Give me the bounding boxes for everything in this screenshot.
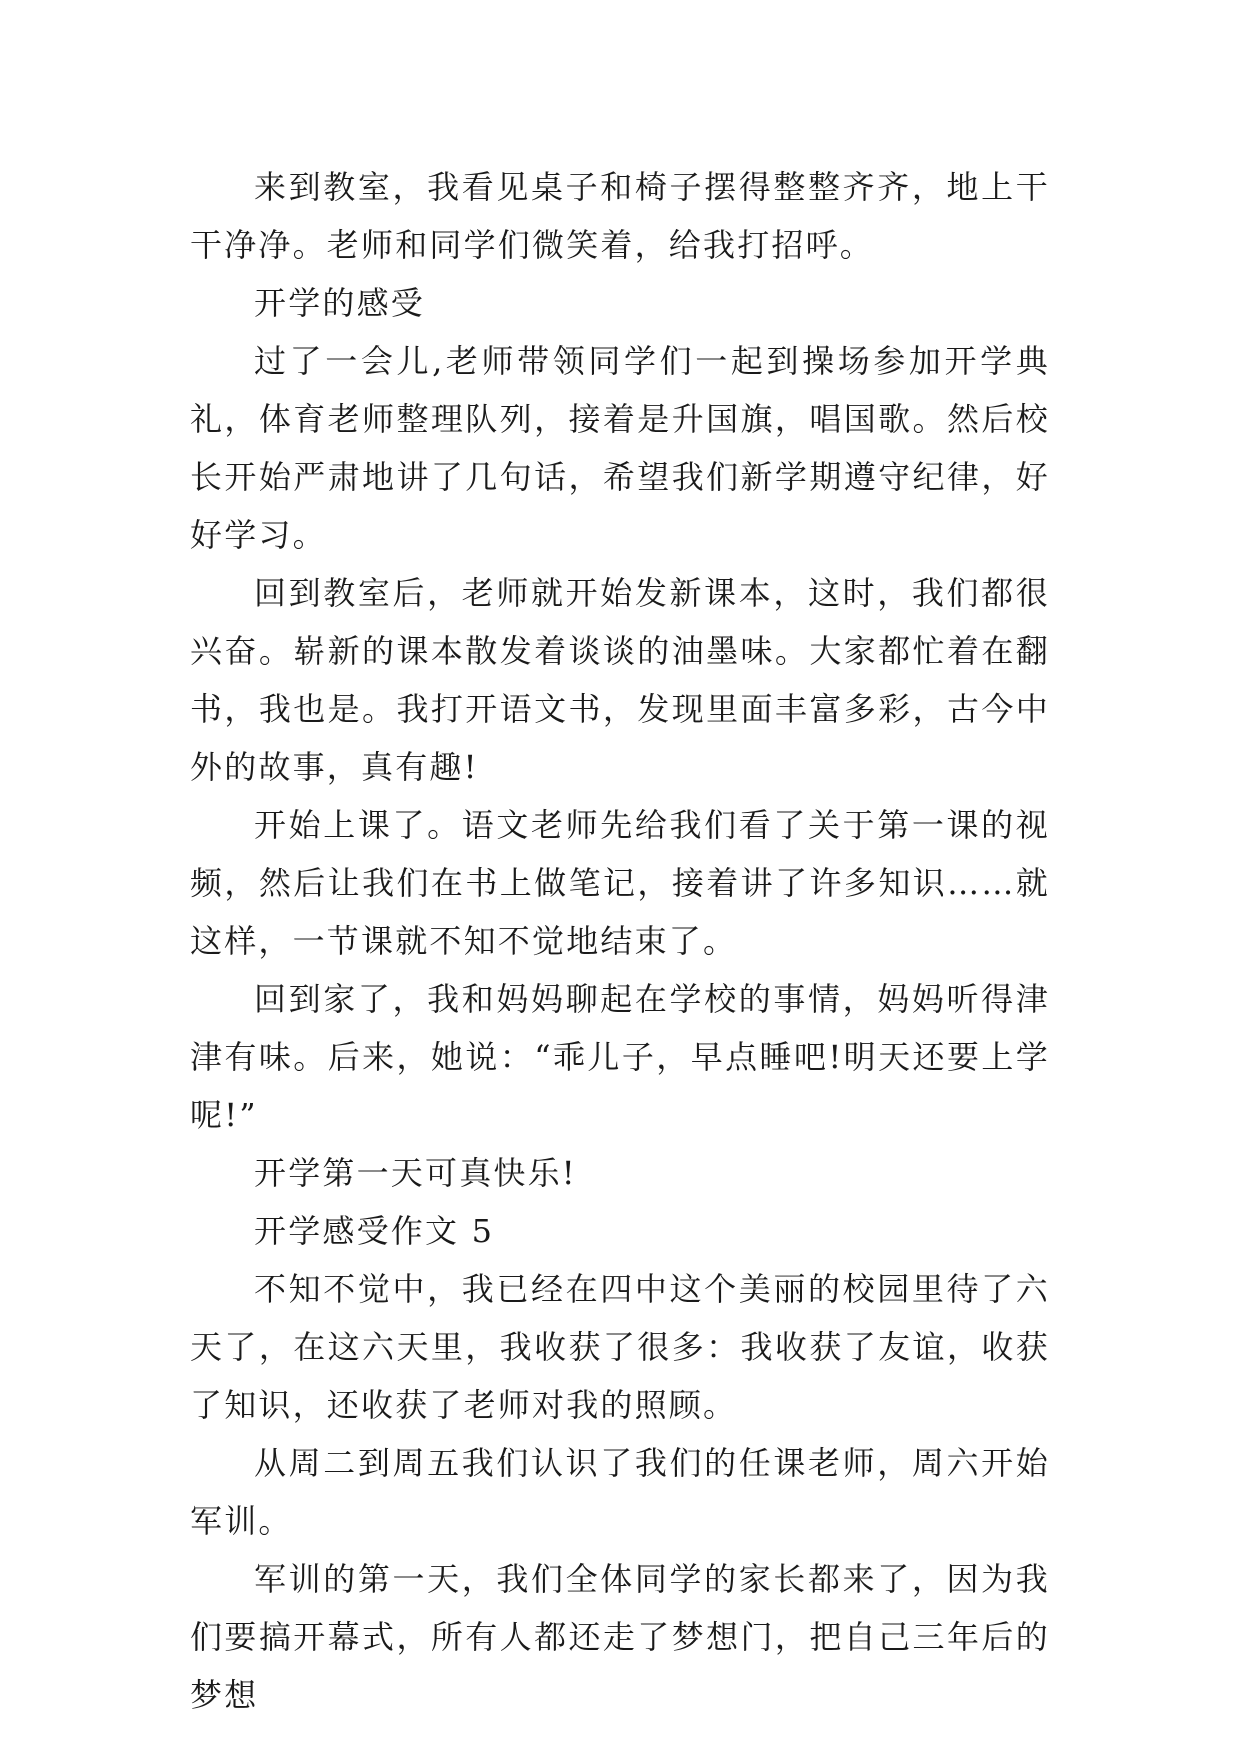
paragraph-opening-ceremony: 过了一会儿,老师带领同学们一起到操场参加开学典礼，体育老师整理队列，接着是升国旗，唱国歌。然后校长开始严肃地讲了几句话，希望我们新学期遵守纪律，好好学习。 bbox=[190, 342, 1050, 554]
paragraph-classroom-arrival: 来到教室，我看见桌子和椅子摆得整整齐齐，地上干干净净。老师和同学们微笑着，给我打招呼。 bbox=[190, 168, 1050, 264]
paragraph-training-day-one: 军训的第一天，我们全体同学的家长都来了，因为我们要搞开幕式，所有人都还走了梦想门，把自己三年后的梦想 bbox=[190, 1560, 1050, 1714]
section-heading-feeling: 开学的感受 bbox=[254, 284, 426, 322]
paragraph-six-days: 不知不觉中，我已经在四中这个美丽的校园里待了六天了，在这六天里，我收获了很多：我收获了友谊，收获了知识，还收获了老师对我的照顾。 bbox=[190, 1270, 1050, 1424]
paragraph-new-textbooks: 回到教室后，老师就开始发新课本，这时，我们都很兴奋。崭新的课本散发着谈谈的油墨味。大家都忙着在翻书，我也是。我打开语文书，发现里面丰富多彩，古今中外的故事，真有趣! bbox=[190, 574, 1050, 786]
essay-title-5: 开学感受作文 5 bbox=[254, 1212, 495, 1250]
paragraph-first-lesson: 开始上课了。语文老师先给我们看了关于第一课的视频，然后让我们在书上做笔记，接着讲了许多知识……就这样，一节课就不知不觉地结束了。 bbox=[190, 806, 1050, 960]
paragraph-happy-first-day: 开学第一天可真快乐! bbox=[254, 1154, 577, 1192]
article-body bbox=[190, 158, 1050, 1724]
paragraph-home-talk: 回到家了，我和妈妈聊起在学校的事情，妈妈听得津津有味。后来，她说：“乖儿子，早点睡吧!明天还要上学呢!” bbox=[190, 980, 1050, 1134]
paragraph-military-training-start: 从周二到周五我们认识了我们的任课老师，周六开始军训。 bbox=[190, 1444, 1050, 1540]
